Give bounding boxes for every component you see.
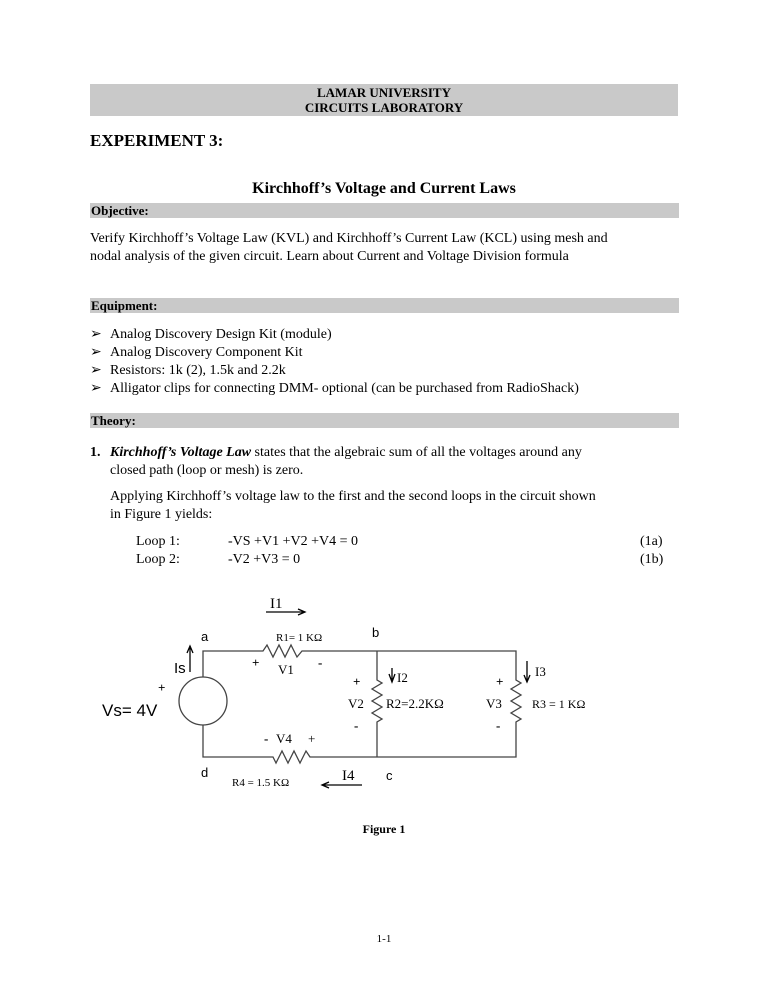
list-item: ➢ Analog Discovery Component Kit <box>90 345 303 360</box>
bullet-arrow-icon: ➢ <box>90 327 102 342</box>
label-v3: V3 <box>486 696 502 711</box>
svg-text:-: - <box>318 655 323 670</box>
objective-text: Verify Kirchhoff’s Voltage Law (KVL) and Kirchhoff’s Current Law (KCL) using mesh and <box>90 231 608 246</box>
label-r4: R4 = 1.5 KΩ <box>232 777 290 789</box>
label-v1: V1 <box>278 662 294 677</box>
list-item: ➢ Analog Discovery Design Kit (module) <box>90 327 332 342</box>
label-r1: R1= 1 KΩ <box>276 632 323 644</box>
circuit-diagram <box>100 580 640 800</box>
label-is: Is <box>174 660 186 677</box>
equipment-heading: Equipment: <box>90 298 679 313</box>
list-item: ➢ Alligator clips for connecting DMM- optional (can be purchased from RadioShack) <box>90 381 579 396</box>
node-c: c <box>386 768 393 783</box>
svg-text:+: + <box>496 674 504 689</box>
svg-text:-: - <box>354 718 359 733</box>
bullet-arrow-icon: ➢ <box>90 363 102 378</box>
label-i3: I3 <box>535 664 546 679</box>
i3-arrow-icon <box>524 661 530 682</box>
kvl-statement: 1. Kirchhoff’s Voltage Law states that the algebraic sum of all the voltages around any closed path (loop or mesh) is zero. <box>90 445 582 478</box>
page-number: 1-1 <box>376 933 392 945</box>
equation-row: Loop 2: -V2 +V3 = 0 (1b) <box>136 552 664 567</box>
svg-text:+: + <box>308 731 316 746</box>
equation-row: Loop 1: -VS +V1 +V2 +V4 = 0 (1a) <box>136 534 663 549</box>
page-title: Kirchhoff’s Voltage and Current Laws <box>252 180 516 197</box>
node-b: b <box>372 625 380 640</box>
bullet-arrow-icon: ➢ <box>90 381 102 396</box>
equipment-list <box>90 326 579 398</box>
label-i2: I2 <box>397 670 408 685</box>
i2-arrow-icon <box>389 668 395 682</box>
theory-heading: Theory: <box>90 413 679 428</box>
label-r3: R3 = 1 KΩ <box>532 697 586 711</box>
equation: -VS +V1 +V2 +V4 = 0 <box>228 534 358 549</box>
loop-equations <box>136 533 676 569</box>
svg-text:-: - <box>496 718 501 733</box>
figure-caption: Figure 1 <box>362 822 406 836</box>
label-i4: I4 <box>342 768 355 784</box>
lab-name: CIRCUITS LABORATORY <box>304 100 464 115</box>
objective-text: nodal analysis of the given circuit. Learn about Current and Voltage Division formula <box>90 249 569 264</box>
voltage-source <box>179 677 227 725</box>
node-d: d <box>201 765 209 780</box>
university-name: LAMAR UNIVERSITY <box>317 85 451 100</box>
node-a: a <box>201 629 209 644</box>
resistor-r2 <box>372 651 382 757</box>
kvl-term: Kirchhoff’s Voltage Law <box>110 445 252 460</box>
label-vs: Vs= 4V <box>102 701 158 720</box>
objective-heading: Objective: <box>90 203 679 218</box>
list-item: ➢ Resistors: 1k (2), 1.5k and 2.2k <box>90 363 286 378</box>
label-r2: R2=2.2KΩ <box>386 696 444 711</box>
svg-text:+: + <box>158 680 166 695</box>
svg-text:-: - <box>264 731 269 746</box>
svg-text:+: + <box>252 655 260 670</box>
lab-header <box>90 84 678 116</box>
experiment-number: EXPERIMENT 3: <box>90 131 224 150</box>
label-v2: V2 <box>348 696 364 711</box>
svg-text:+: + <box>353 674 361 689</box>
bullet-arrow-icon: ➢ <box>90 345 102 360</box>
is-arrow-icon <box>187 646 193 672</box>
equation: -V2 +V3 = 0 <box>228 552 301 567</box>
label-v4: V4 <box>276 731 292 746</box>
label-i1: I1 <box>270 596 283 612</box>
kvl-paragraph: Applying Kirchhoff’s voltage law to the first and the second loops in the circuit shown in Figure 1 yields: <box>110 489 596 522</box>
